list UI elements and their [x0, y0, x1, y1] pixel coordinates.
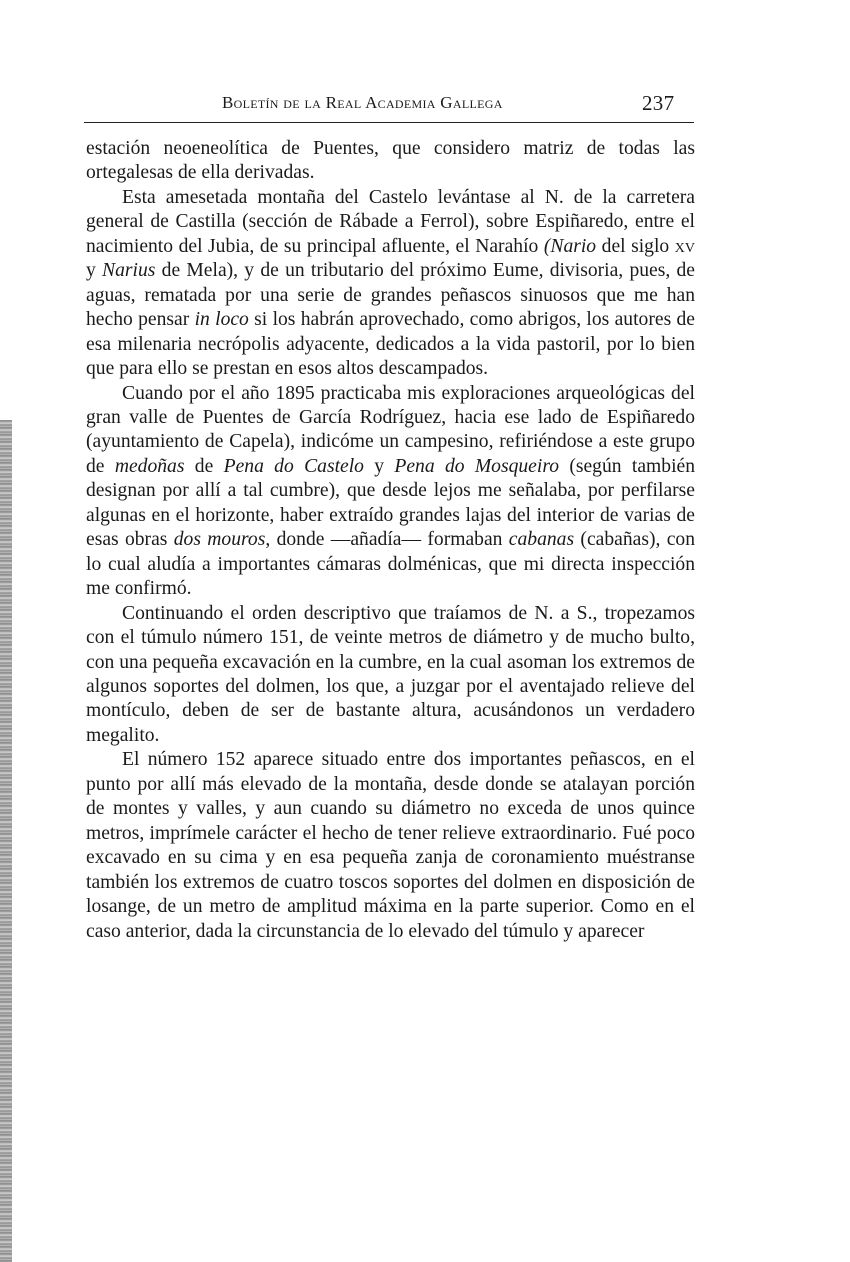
italic-dos-mouros: dos mouros — [173, 529, 266, 551]
header-rule — [84, 122, 694, 123]
century-numeral: xv — [674, 235, 695, 257]
body-text — [86, 137, 695, 944]
page-number: 237 — [642, 91, 675, 115]
paragraph-3: Cuando por el año 1895 practicaba mis exploraciones arqueológicas del gran valle de Puentes de García Rodríguez, hacia ese lado de Espiñaredo (ayuntamiento de Capela), indicóme un campesino, refiriéndose a este grupo de medoñas de Pena do Castelo y Pena do Mosqueiro (según también designan por allí a tal cumbre), que desde lejos me señalaba, por perfilarse algunas en el horizonte, haber extraído grandes lajas del interior de varias de esas obras dos mouros, donde —añadía— formaban cabanas (cabañas), con lo cual aludía a importantes cámaras dolménicas, que mi directa inspección me confirmó. — [86, 382, 696, 600]
italic-in-loco: in loco — [194, 309, 249, 331]
paragraph-1: estación neoeneolítica de Puentes, que considero matriz de todas las ortegalesas de ella derivadas. — [86, 138, 695, 184]
paragraph-4: Continuando el orden descriptivo que traíamos de N. a S., tropezamos con el túmulo número 151, de veinte metros de diámetro y de mucho bulto, con una pequeña excavación en la cumbre, en la cual asoman los extremos de algunos soportes del dolmen, los que, a juzgar por el aventajado relieve del montículo, deben de ser de bastante altura, acusándonos un verdadero megalito. — [86, 602, 695, 746]
italic-cabanas: cabanas — [508, 529, 575, 551]
paragraph-2: Esta amesetada montaña del Castelo levántase al N. de la carretera general de Castilla (sección de Rábade a Ferrol), sobre Espiñaredo, entre el nacimiento del Jubia, de su principal afluente, el Narahío (Nario del siglo xv y Narius de Mela), y de un tributario del próximo Eume, divisoria, pues, de aguas, rematada por una serie de grandes peñascos sinuosos que me han hecho pensar in loco si los habrán aprovechado, como abrigos, los autores de esa milenaria necrópolis adyacente, dedicados a la vida pastoril, por lo bien que para ello se prestan en esos altos descampados. — [86, 186, 696, 380]
italic-nario: (Nario — [543, 235, 597, 257]
italic-medonas: medoñas — [114, 455, 185, 477]
italic-pena-do-castelo: Pena do Castelo — [223, 455, 364, 477]
italic-narius: Narius — [102, 260, 156, 282]
paragraph-5: El número 152 aparece situado entre dos importantes peñascos, en el punto por allí más elevado de la montaña, desde donde se atalayan porción de montes y valles, y aun cuando su diámetro no exceda de unos quince metros, imprímele carácter el hecho de tener relieve extraordinario. Fué poco excavado en su cima y en esa pequeña zanja de coronamiento muéstranse también los extremos de cuatro toscos soportes del dolmen en disposición de losange, de un metro de amplitud máxima en la parte superior. Como en el caso anterior, dada la circunstancia de lo elevado del túmulo y aparecer — [86, 749, 695, 942]
running-header — [222, 93, 682, 115]
italic-pena-do-mosqueiro: Pena do Mosqueiro — [394, 455, 560, 477]
running-title: Boletín de la Real Academia Gallega — [222, 93, 503, 112]
book-spine-edge — [0, 420, 12, 1262]
